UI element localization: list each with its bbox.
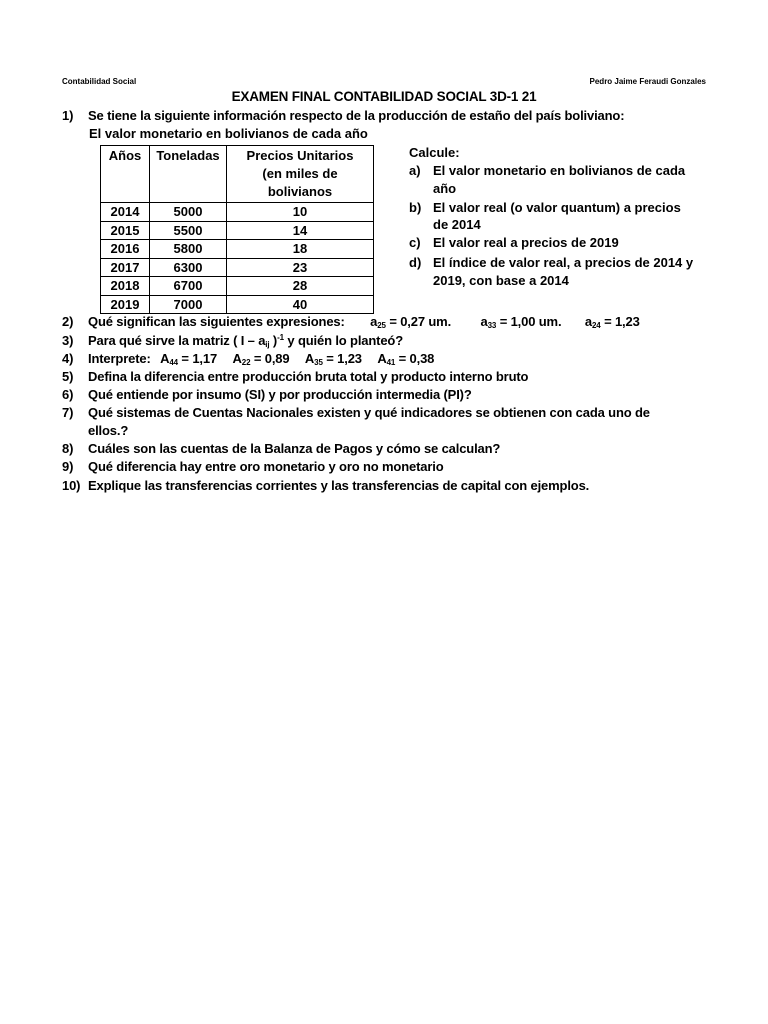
header-course: Contabilidad Social — [62, 77, 137, 86]
table-header-row — [101, 146, 374, 203]
calcule-item-c: c) El valor real a precios de 2019 — [409, 235, 619, 250]
question-7-cont: ellos.? — [88, 423, 129, 438]
question-number: 1) — [62, 108, 74, 123]
col-header-years: Años — [101, 146, 150, 203]
question-1 — [62, 108, 624, 123]
expression-a33: $a_{33} = 1,00$ um. — [480, 314, 562, 330]
question-5: 5) Defina la diferencia entre producción bruta total y producto interno bruto — [62, 369, 529, 384]
calcule-item-b-cont: de 2014 — [433, 217, 481, 232]
table-row: 2014 5000 10 — [101, 203, 374, 222]
table-row: 2016 5800 18 — [101, 240, 374, 259]
question-7: 7) Qué sistemas de Cuentas Nacionales existen y qué indicadores se obtienen con cada uno de — [62, 405, 650, 420]
question-3: 3) Para qué sirve la matriz ( I – $a_{ij}$ )$^{-1}$ y quién lo planteó? — [62, 333, 403, 349]
expression-A41: $A_{41} = 0,38$ — [377, 351, 435, 367]
table-row: 2019 7000 40 — [101, 295, 374, 314]
expression-A44: $A_{44} = 1,17$ — [160, 351, 218, 367]
header-author: Pedro Jaime Feraudi Gonzales — [589, 77, 706, 86]
question-9: 9) Qué diferencia hay entre oro monetario y oro no monetario — [62, 459, 444, 474]
calcule-item-a: a) El valor monetario en bolivianos de cada — [409, 163, 686, 178]
col-header-prices: Precios Unitarios (en miles de bolivianos — [227, 146, 374, 203]
expression-a24: $a_{24} = 1,23$ — [584, 314, 640, 330]
calcule-label: Calcule: — [409, 145, 460, 160]
question-8: 8) Cuáles son las cuentas de la Balanza de Pagos y cómo se calculan? — [62, 441, 501, 456]
question-10: 10) Explique las transferencias corrientes y las transferencias de capital con ejemplos. — [62, 478, 590, 493]
expression-A22: $A_{22} = 0,89$ — [232, 351, 290, 367]
question-4: 4) Interprete: $A_{44} = 1,17$ $A_{22} = 0,89$ $A_{35} = 1,23$ $A_{41} = 0,38$ — [62, 351, 435, 367]
calcule-item-d-cont: 2019, con base a 2014 — [433, 273, 569, 288]
question-text: Se tiene la siguiente información respecto de la producción de estaño del país boliviano: — [88, 108, 625, 123]
calcule-item-b: b) El valor real (o valor quantum) a precios — [409, 200, 681, 215]
production-table — [100, 145, 374, 314]
calcule-item-d: d) El índice de valor real, a precios de 2014 y — [409, 255, 694, 270]
table-row: 2015 5500 14 — [101, 221, 374, 240]
question-1-subtitle: El valor monetario en bolivianos de cada año — [89, 126, 368, 141]
question-2: 2) Qué significan las siguientes expresiones: $a_{25} = 0,27$ um. $a_{33} = 1,00$ um. $a_{24} = 1,23$ — [62, 314, 640, 330]
table-row: 2017 6300 23 — [101, 258, 374, 277]
table-row: 2018 6700 28 — [101, 277, 374, 296]
exam-title: EXAMEN FINAL CONTABILIDAD SOCIAL 3D-1 21 — [231, 89, 537, 104]
expression-A35: $A_{35} = 1,23$ — [304, 351, 362, 367]
calcule-item-a-cont: año — [433, 181, 457, 196]
col-header-tons: Toneladas — [150, 146, 227, 203]
expression-a25: $a_{25} = 0,27$ um. — [370, 314, 452, 330]
question-6: 6) Qué entiende por insumo (SI) y por producción intermedia (PI)? — [62, 387, 472, 402]
